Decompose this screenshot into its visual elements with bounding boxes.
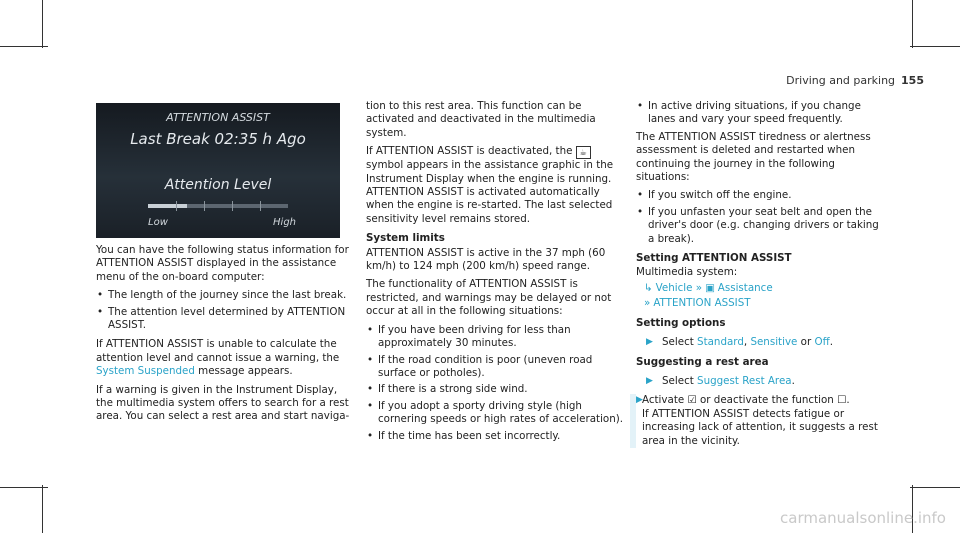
screen-last-break: Last Break 02:35 h Ago [130,130,306,148]
paragraph [366,145,624,226]
section-heading: System limits [366,232,445,245]
system-suspended-message: System Suspended [96,365,195,378]
crop-mark [42,485,43,533]
step-arrow-icon: ▶ [646,375,653,386]
screen-high-label: High [273,217,296,228]
option-off: Off [814,336,830,349]
attention-level-bar [148,204,288,208]
list-item: • If you unfasten your seat belt and open the driver's door (e.g. changing drivers or taking a break). [636,206,882,246]
instrument-display-image [96,103,340,238]
section-heading: Setting options [636,316,726,329]
instruction-step: ▶ Select Suggest Rest Area. [646,374,795,387]
screen-low-label: Low [148,217,168,228]
screen-title: ATTENTION ASSIST [166,111,270,124]
list-item: • The length of the journey since the last break. [96,289,352,302]
list-item: • If the time has been set incorrectly. [366,430,624,443]
step-arrow-icon: ▶ [636,395,643,406]
section-heading: Suggesting a rest area [636,355,769,368]
checkbox-empty-icon: ☐ [837,394,847,407]
column-1 [96,244,352,429]
bar-tick [232,201,233,211]
text: If ATTENTION ASSIST is deactivated, the [366,145,576,158]
list-item: • If the road condition is poor (uneven road surface or potholes). [366,354,624,381]
crop-mark [910,46,960,47]
bar-tick [204,201,205,211]
paragraph: ATTENTION ASSIST is active in the 37 mph (60 km/h) to 124 mph (200 km/h) speed range. [366,246,606,273]
menu-vehicle: Vehicle [655,281,693,294]
crop-mark [42,0,43,48]
return-arrow-icon: ↳ [644,281,653,294]
text: message appears. [194,365,293,378]
multimedia-label: Multimedia system: [636,266,738,279]
crop-mark [0,46,48,47]
paragraph: You can have the following status information for ATTENTION ASSIST displayed in the assistance menu of the on-board computer: [96,244,349,283]
instruction-step: ▶ Activate ☑ or deactivate the function ☐. If ATTENTION ASSIST detects fatigue or increasing lack of attention, it suggests a rest area in the vicinity. [630,394,882,448]
list-item: • The attention level determined by ATTENTION ASSIST. [96,306,352,333]
menu-attention-assist: ATTENTION ASSIST [653,297,751,310]
option-standard: Standard [697,336,744,349]
bar-tick [260,201,261,211]
list-item: • If you adopt a sporty driving style (high cornering speeds or high rates of acceleration). [366,400,624,427]
double-chevron-icon: » [644,297,651,310]
paragraph: The functionality of ATTENTION ASSIST is restricted, and warnings may be delayed or not occur at all in the following situations: [366,278,612,318]
menu-path-line [644,297,882,310]
text: If ATTENTION ASSIST is unable to calculate the attention level and cannot issue a warning, the [96,338,340,364]
paragraph [96,338,352,378]
text: symbol appears in the assistance graphic in the Instrument Display when the engine is running. ATTENTION ASSIST is activated automatically when the engine is re-started. The last selected sensitivity level remains stored. [366,159,614,225]
option-sensitive: Sensitive [750,336,798,349]
list-item: • If there is a strong side wind. [366,383,624,396]
column-3 [636,100,882,454]
page-number: 155 [901,74,924,87]
text: If ATTENTION ASSIST detects fatigue or increasing lack of attention, it suggests a rest area in the vicinity. [642,407,878,447]
list-item: • In active driving situations, if you change lanes and vary your speed frequently. [636,100,882,127]
text: or deactivate the function [696,394,838,407]
paragraph: The ATTENTION ASSIST tiredness or alertness assessment is deleted and restarted when continuing the journey in the following situations: [636,130,871,184]
double-chevron-icon: » [695,281,703,294]
text: Select [662,374,698,387]
attention-level-fill [148,204,187,208]
step-arrow-icon: ▶ [646,337,653,348]
text: Activate [642,394,688,407]
column-2 [366,100,624,446]
list-item: • If you switch off the engine. [636,189,882,202]
attention-assist-off-icon: ☕ [576,146,591,159]
page-header [786,74,924,87]
suggest-rest-area-option: Suggest Rest Area [697,374,792,387]
bar-tick [176,201,177,211]
paragraph: If a warning is given in the Instrument Display, the multimedia system offers to search for a rest area. You can select a rest area and start naviga- [96,383,350,423]
crop-mark [912,0,913,48]
menu-assistance: Assistance [717,281,773,294]
watermark: carmanualsonline.info [780,509,946,527]
checkbox-checked-icon: ☑ [687,394,697,407]
menu-path [644,282,882,311]
screen-level-label: Attention Level [164,177,272,193]
text: Select [662,336,698,349]
section-heading: Setting ATTENTION ASSIST [636,252,792,265]
text: or [797,336,815,349]
instruction-step: ▶ Select Standard, Sensitive or Off. [646,336,833,349]
car-icon: ▣ [705,281,715,294]
crop-mark [0,487,48,488]
crop-mark [910,487,960,488]
paragraph: tion to this rest area. This function can be activated and deactivated in the multimedia system. [366,100,596,139]
list-item: • If you have been driving for less than approximately 30 minutes. [366,324,624,351]
section-title: Driving and parking [786,74,896,87]
menu-path-line [644,282,882,295]
